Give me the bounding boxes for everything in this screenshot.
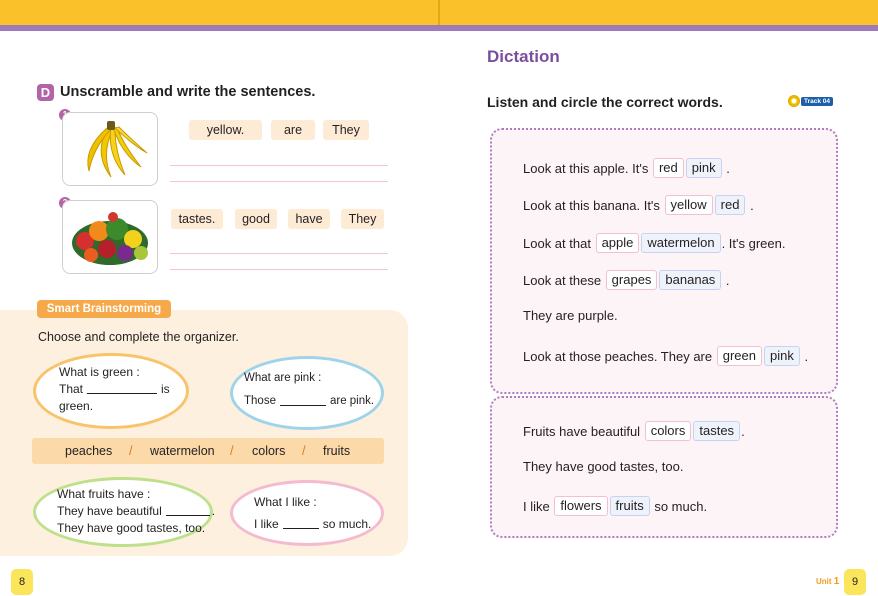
- choice-option[interactable]: fruits: [610, 496, 650, 516]
- cd-icon: [788, 95, 800, 107]
- choice-option[interactable]: pink: [764, 346, 800, 366]
- sentence-text: They are purple.: [523, 308, 618, 323]
- fruits-picture: [62, 200, 158, 274]
- dictation-sentence: [523, 496, 707, 516]
- writing-line[interactable]: [170, 181, 388, 182]
- bubble-heading: What fruits have :: [57, 487, 151, 501]
- dictation-sentence: [523, 270, 730, 290]
- dictation-sentence: [523, 346, 808, 366]
- choice-option[interactable]: tastes: [693, 421, 740, 441]
- book-spine: [438, 0, 440, 25]
- bubble-text: Those: [244, 395, 276, 407]
- word-chip[interactable]: good: [235, 209, 277, 229]
- bubble-line: [59, 381, 170, 398]
- writing-line[interactable]: [170, 165, 388, 166]
- audio-track[interactable]: [788, 95, 833, 107]
- sentence-text: . It's green.: [721, 235, 786, 251]
- bubble-line: [244, 393, 374, 410]
- word-chip[interactable]: tastes.: [171, 209, 223, 229]
- writing-line[interactable]: [170, 269, 388, 270]
- sentence-text: Look at these: [523, 272, 605, 288]
- unit-text: Unit: [816, 577, 832, 586]
- sentence-text: .: [722, 272, 730, 288]
- word-separator: /: [129, 444, 133, 458]
- track-label: Track 04: [801, 97, 833, 106]
- sentence-text: I like: [523, 498, 554, 514]
- bubble-line: [57, 503, 215, 520]
- word-bank: [32, 438, 384, 464]
- smart-brainstorming-label: Smart Brainstorming: [37, 300, 171, 318]
- word-chip[interactable]: yellow.: [189, 120, 262, 140]
- answer-blank[interactable]: [87, 381, 157, 394]
- organizer-bubble-like: [230, 480, 384, 546]
- dictation-sentence: [523, 459, 683, 474]
- dictation-title: Dictation: [487, 47, 560, 66]
- dictation-sentence: [523, 421, 745, 441]
- choice-option[interactable]: green: [717, 346, 762, 366]
- choice-option[interactable]: apple: [596, 233, 640, 253]
- choice-option[interactable]: red: [715, 195, 746, 215]
- top-banner-stripe: [0, 25, 878, 31]
- sentence-text: Look at those peaches. They are: [523, 348, 716, 364]
- choice-option[interactable]: bananas: [659, 270, 721, 290]
- page-number-right: 9: [844, 569, 866, 595]
- bubble-text: I like: [254, 517, 279, 531]
- choice-option[interactable]: yellow: [665, 195, 713, 215]
- word-separator: /: [302, 444, 306, 458]
- word-chip[interactable]: have: [288, 209, 330, 229]
- sentence-text: .: [800, 348, 809, 364]
- sentence-text: .: [746, 197, 754, 213]
- word-bank-item[interactable]: peaches: [65, 444, 113, 458]
- bubble-text: so much.: [322, 517, 372, 531]
- bubble-text: are pink.: [329, 395, 375, 407]
- section-letter-badge: D: [37, 84, 54, 101]
- choice-option[interactable]: watermelon: [641, 233, 720, 253]
- word-bank-item[interactable]: colors: [252, 444, 286, 458]
- dictation-sentence: [523, 195, 754, 215]
- word-chip[interactable]: are: [271, 120, 315, 140]
- bubble-heading: What are pink :: [244, 372, 322, 384]
- bubble-text: They have beautiful: [57, 504, 162, 518]
- unit-label: [816, 576, 839, 587]
- bubble-line: [254, 516, 371, 533]
- sentence-text: so much.: [650, 498, 708, 514]
- dictation-instruction: Listen and circle the correct words.: [487, 94, 723, 110]
- answer-blank[interactable]: [283, 516, 319, 529]
- word-bank-item[interactable]: watermelon: [150, 444, 215, 458]
- sentence-text: Look at this banana. It's: [523, 197, 664, 213]
- sentence-text: .: [722, 160, 730, 176]
- choice-option[interactable]: pink: [686, 158, 722, 178]
- word-chip[interactable]: They: [323, 120, 369, 140]
- sentence-text: Look at this apple. It's: [523, 160, 652, 176]
- sentence-text: They have good tastes, too.: [523, 459, 684, 474]
- bubble-text: is: [161, 382, 170, 396]
- answer-blank[interactable]: [280, 393, 326, 406]
- sentence-text: Look at that: [523, 235, 595, 251]
- choice-option[interactable]: grapes: [606, 270, 658, 290]
- dictation-sentence: [523, 233, 785, 253]
- page-number-left: 8: [11, 569, 33, 595]
- bubble-text: They have good tastes, too.: [57, 521, 206, 535]
- bananas-picture: [62, 112, 158, 186]
- dictation-sentence: [523, 158, 730, 178]
- choice-option[interactable]: flowers: [554, 496, 607, 516]
- word-bank-item[interactable]: fruits: [323, 444, 351, 458]
- choice-option[interactable]: colors: [645, 421, 692, 441]
- answer-blank[interactable]: [166, 503, 210, 516]
- bubble-heading: What I like :: [254, 495, 317, 509]
- dictation-sentence: [523, 308, 618, 323]
- word-chip[interactable]: They: [341, 209, 384, 229]
- writing-line[interactable]: [170, 253, 388, 254]
- bubble-text: green.: [59, 399, 94, 413]
- bubble-text: That: [59, 382, 84, 396]
- sentence-text: Fruits have beautiful: [523, 423, 644, 439]
- bubble-text: .: [211, 504, 216, 518]
- unit-number: 1: [833, 576, 840, 587]
- bananas-illustration: [63, 113, 157, 185]
- section-title: Unscramble and write the sentences.: [60, 84, 316, 100]
- bubble-heading: What is green :: [59, 365, 140, 379]
- choice-option[interactable]: red: [653, 158, 684, 178]
- brainstorm-instruction: Choose and complete the organizer.: [38, 330, 239, 344]
- fruits-illustration: [63, 201, 157, 273]
- sentence-text: .: [741, 423, 745, 439]
- word-separator: /: [230, 444, 234, 458]
